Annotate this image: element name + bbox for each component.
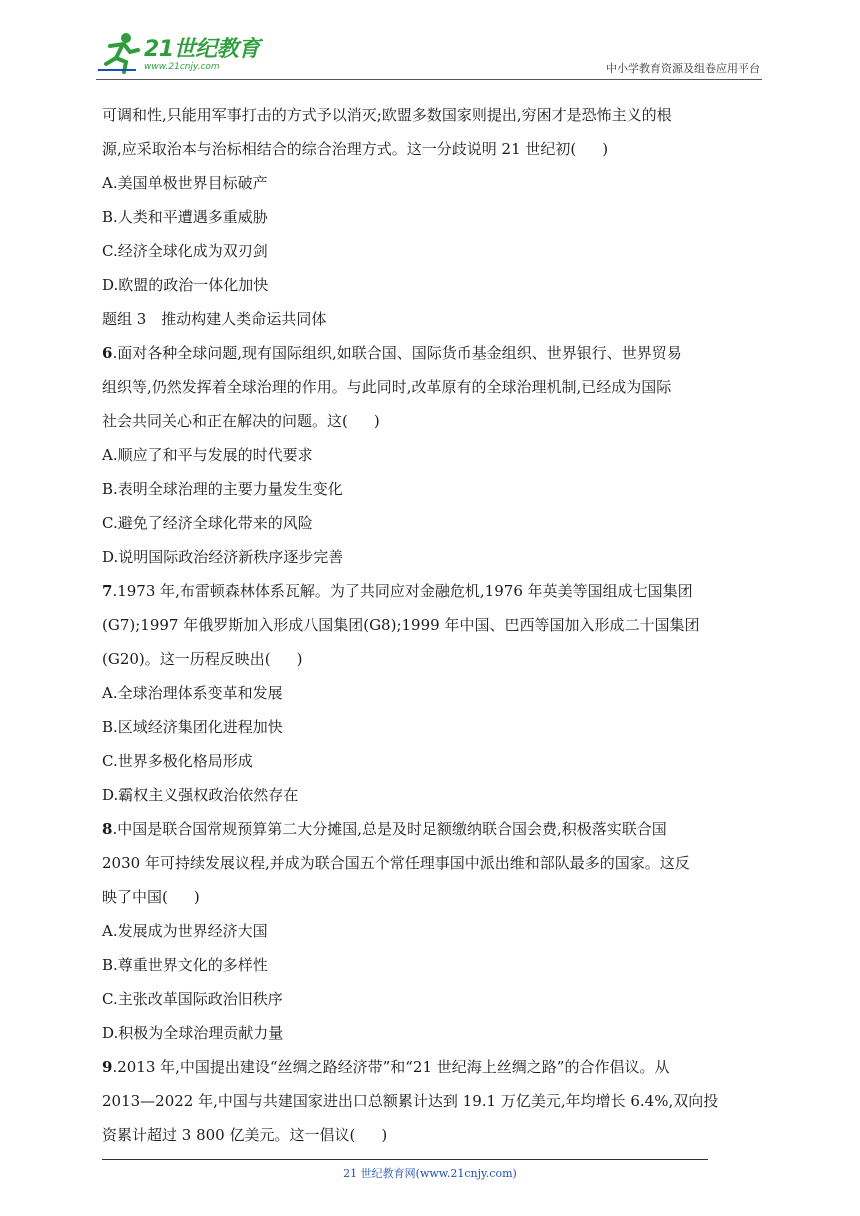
option: A.美国单极世界目标破产 bbox=[102, 174, 268, 192]
text-line bbox=[102, 404, 762, 438]
text: 映了中国( bbox=[102, 888, 168, 906]
option: D.欧盟的政治一体化加快 bbox=[102, 276, 269, 294]
text: .1973 年,布雷顿森林体系瓦解。为了共同应对金融危机,1976 年英美等国组成七国集团 bbox=[112, 582, 693, 600]
option: C.主张改革国际政治旧秩序 bbox=[102, 990, 283, 1008]
option: B.区域经济集团化进程加快 bbox=[102, 718, 283, 736]
question-number: 7 bbox=[102, 582, 113, 600]
option: D.霸权主义强权政治依然存在 bbox=[102, 786, 299, 804]
footer-divider bbox=[102, 1159, 708, 1160]
header-divider bbox=[96, 79, 762, 80]
text-line: 可调和性,只能用军事打击的方式予以消灭;欧盟多数国家则提出,穷困才是恐怖主义的根 bbox=[102, 106, 672, 124]
text: ) bbox=[602, 140, 609, 158]
option: D.积极为全球治理贡献力量 bbox=[102, 1024, 284, 1042]
question-number: 9 bbox=[102, 1058, 113, 1076]
text: (G20)。这一历程反映出( bbox=[102, 650, 271, 668]
text-line: 组织等,仍然发挥着全球治理的作用。与此同时,改革原有的全球治理机制,已经成为国际 bbox=[102, 378, 672, 396]
logo-url: www.21cnjy.com bbox=[144, 62, 220, 72]
option: C.世界多极化格局形成 bbox=[102, 752, 253, 770]
runner-logo-icon bbox=[96, 30, 142, 76]
text-line: 2013—2022 年,中国与共建国家进出口总额累计达到 19.1 万亿美元,年均增长 6.4%,双向投 bbox=[102, 1092, 719, 1110]
option: C.避免了经济全球化带来的风险 bbox=[102, 514, 313, 532]
option: B.表明全球治理的主要力量发生变化 bbox=[102, 480, 343, 498]
group-heading: 题组 3 推动构建人类命运共同体 bbox=[102, 310, 327, 328]
option: A.顺应了和平与发展的时代要求 bbox=[102, 446, 313, 464]
question-6 bbox=[102, 336, 762, 370]
question-number: 6 bbox=[102, 344, 113, 362]
question-number: 8 bbox=[102, 820, 113, 838]
text-line bbox=[102, 642, 762, 676]
text: .中国是联合国常规预算第二大分摊国,总是及时足额缴纳联合国会费,积极落实联合国 bbox=[112, 820, 667, 838]
question-7 bbox=[102, 574, 762, 608]
text: ) bbox=[381, 1126, 388, 1144]
text-line: (G7);1997 年俄罗斯加入形成八国集团(G8);1999 年中国、巴西等国加入形成二十国集团 bbox=[102, 616, 700, 634]
option: A.全球治理体系变革和发展 bbox=[102, 684, 283, 702]
text: 源,应采取治本与治标相结合的综合治理方式。这一分歧说明 21 世纪初( bbox=[102, 140, 577, 158]
text: 资累计超过 3 800 亿美元。这一倡议( bbox=[102, 1126, 356, 1144]
text: ) bbox=[193, 888, 200, 906]
text: ) bbox=[296, 650, 303, 668]
text: .面对各种全球问题,现有国际组织,如联合国、国际货币基金组织、世界银行、世界贸易 bbox=[112, 344, 682, 362]
text: ) bbox=[373, 412, 380, 430]
option: A.发展成为世界经济大国 bbox=[102, 922, 268, 940]
text-line bbox=[102, 132, 762, 166]
option: B.人类和平遭遇多重威胁 bbox=[102, 208, 268, 226]
question-8 bbox=[102, 812, 762, 846]
text: 社会共同关心和正在解决的问题。这( bbox=[102, 412, 348, 430]
footer-link[interactable]: 21 世纪教育网(www.21cnjy.com) bbox=[343, 1167, 517, 1180]
option: D.说明国际政治经济新秩序逐步完善 bbox=[102, 548, 344, 566]
text: .2013 年,中国提出建设“丝绸之路经济带”和“21 世纪海上丝绸之路”的合作倡议。从 bbox=[112, 1058, 670, 1076]
logo-text: 21世纪教育 bbox=[144, 37, 260, 62]
text-line bbox=[102, 1118, 762, 1152]
logo bbox=[96, 30, 266, 78]
page-header bbox=[96, 30, 762, 80]
option: C.经济全球化成为双刃剑 bbox=[102, 242, 268, 260]
text-line: 2030 年可持续发展议程,并成为联合国五个常任理事国中派出维和部队最多的国家。这反 bbox=[102, 854, 690, 872]
option: B.尊重世界文化的多样性 bbox=[102, 956, 268, 974]
question-9 bbox=[102, 1050, 762, 1084]
text-line bbox=[102, 880, 762, 914]
question-content bbox=[102, 98, 762, 1152]
platform-name: 中小学教育资源及组卷应用平台 bbox=[606, 62, 760, 75]
